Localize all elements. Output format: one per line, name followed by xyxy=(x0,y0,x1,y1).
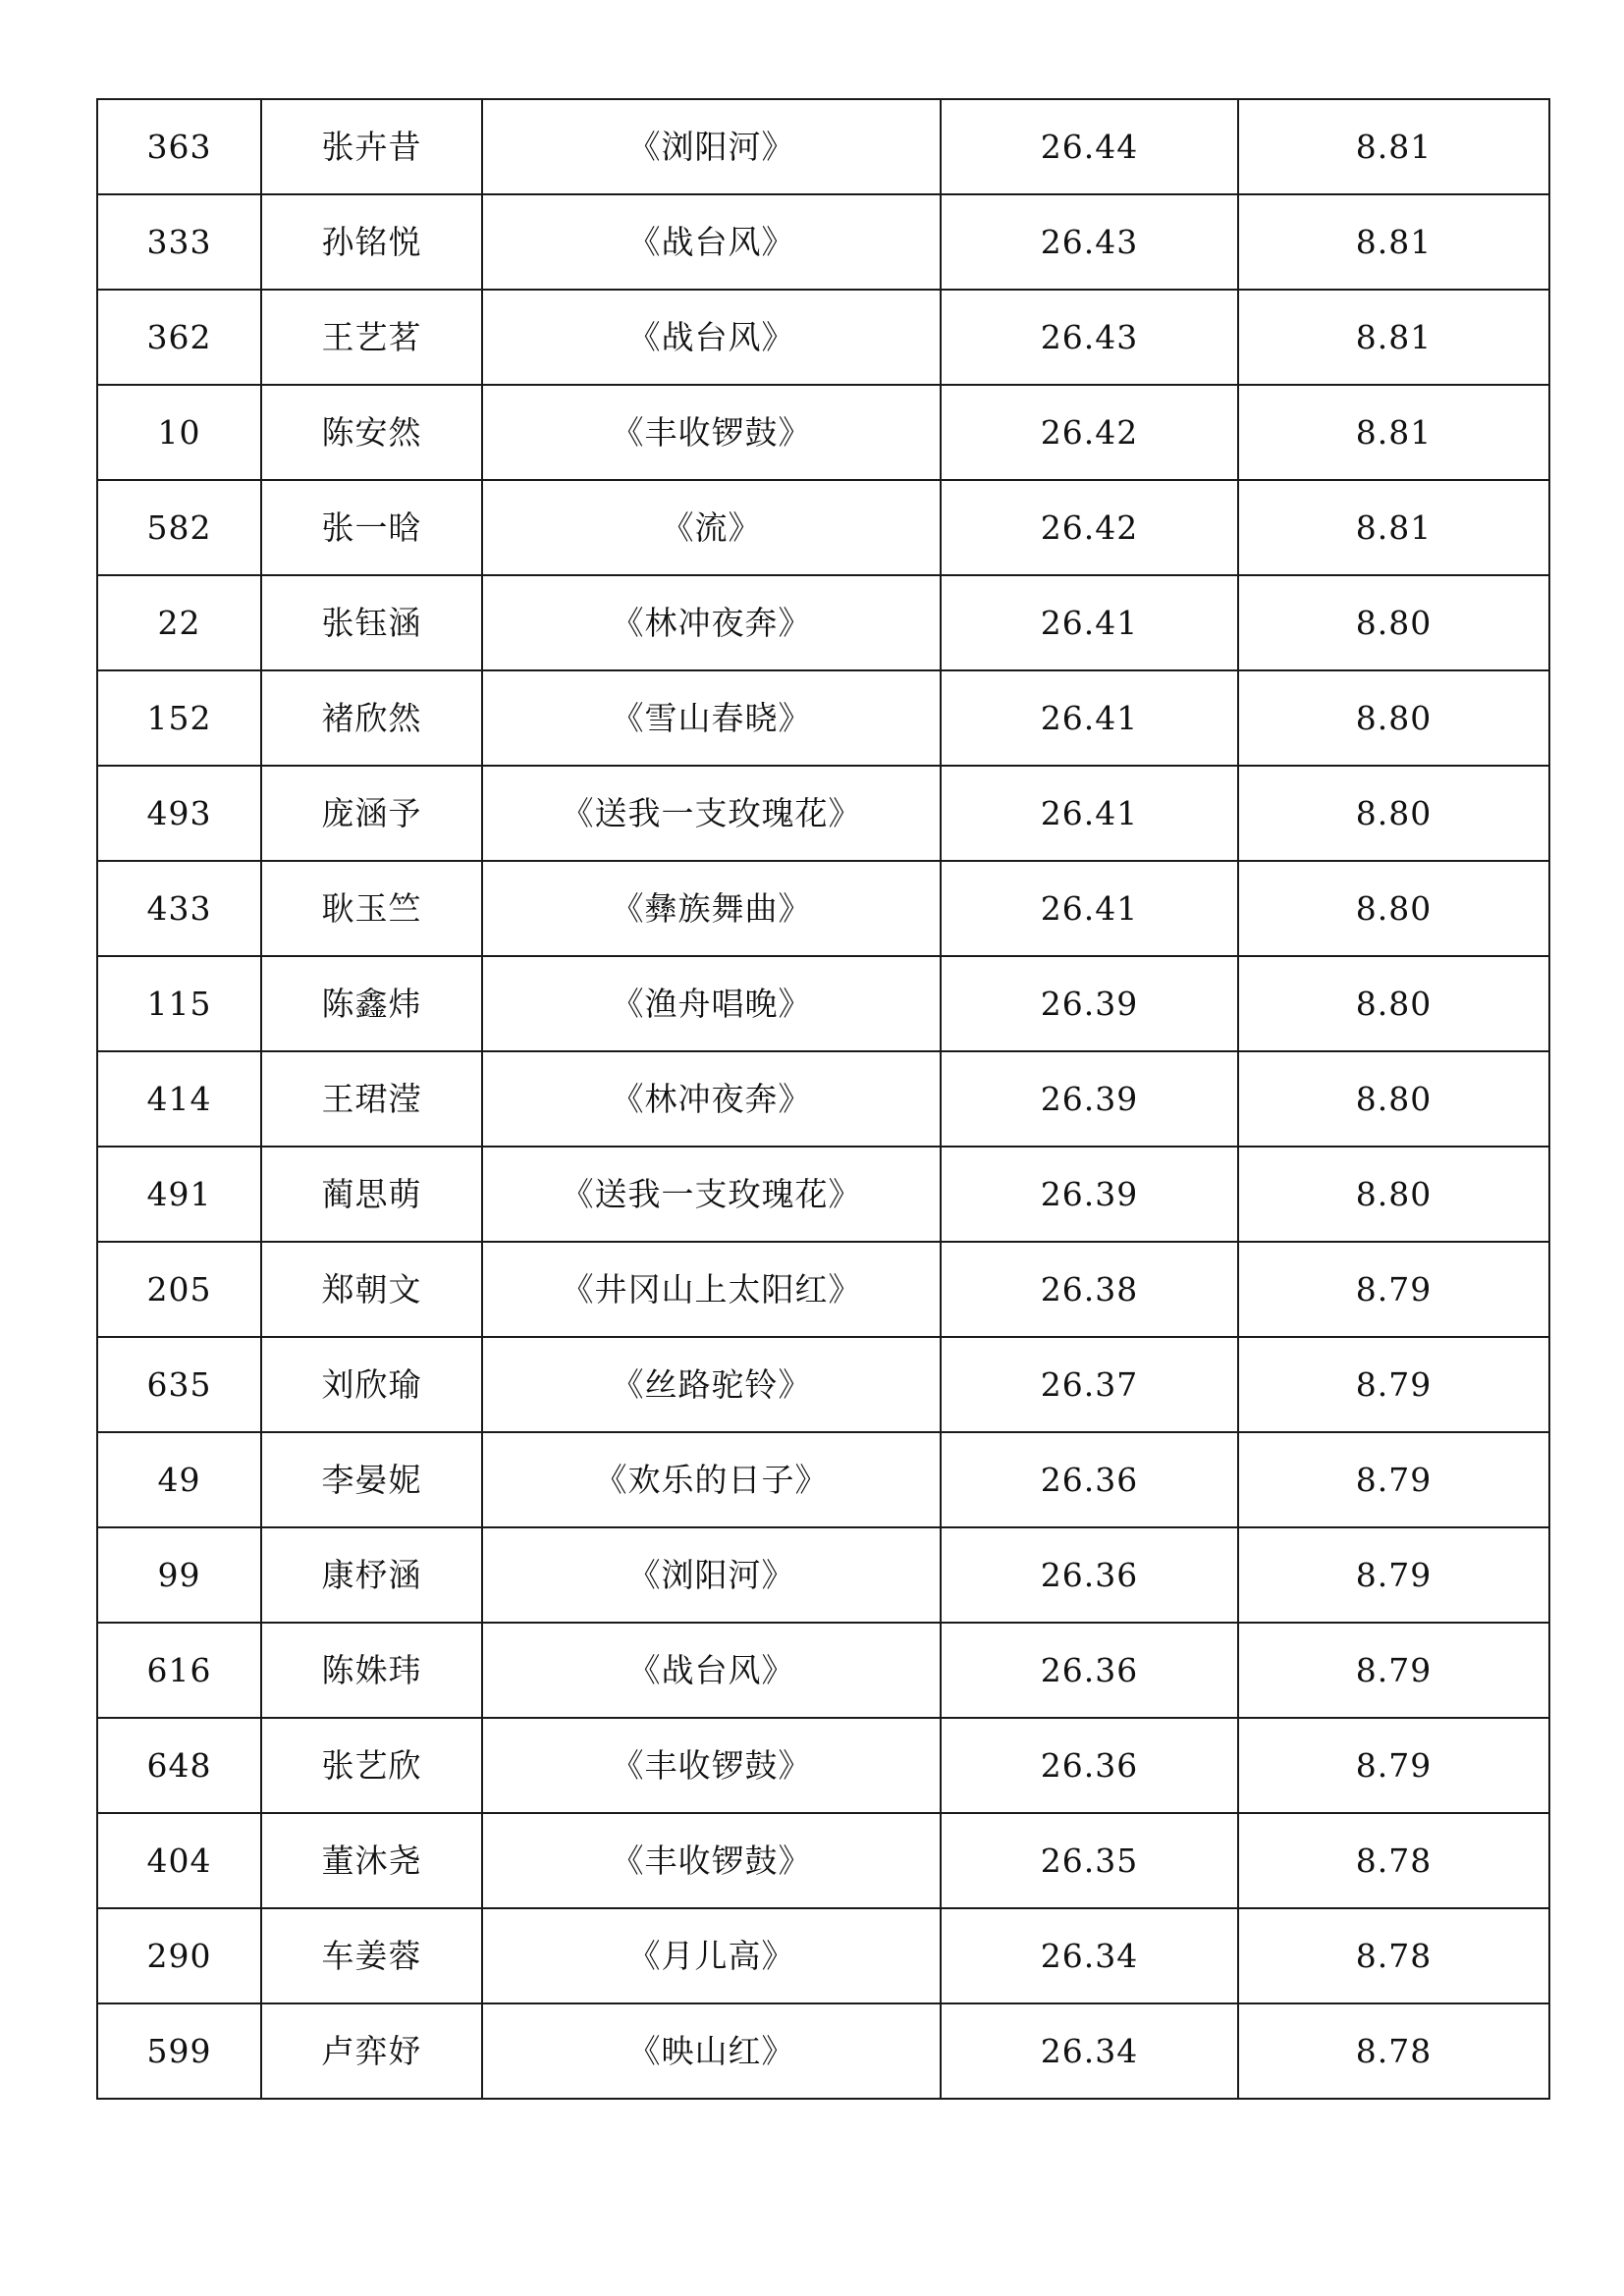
average-score-cell: 8.80 xyxy=(1238,861,1549,956)
table-row xyxy=(97,1242,1549,1337)
performer-name-cell: 陈姝玮 xyxy=(261,1623,482,1718)
average-score-cell: 8.80 xyxy=(1238,956,1549,1051)
average-score-cell: 8.81 xyxy=(1238,290,1549,385)
table-row xyxy=(97,2003,1549,2099)
performer-name-cell: 蔺思萌 xyxy=(261,1147,482,1242)
total-score-cell: 26.36 xyxy=(941,1718,1238,1813)
total-score-cell: 26.39 xyxy=(941,956,1238,1051)
piece-title-cell: 《映山红》 xyxy=(482,2003,941,2099)
piece-title-cell: 《战台风》 xyxy=(482,1623,941,1718)
total-score-cell: 26.42 xyxy=(941,385,1238,480)
table-row xyxy=(97,290,1549,385)
total-score-cell: 26.42 xyxy=(941,480,1238,575)
performer-name-cell: 卢弈妤 xyxy=(261,2003,482,2099)
performer-name-cell: 董沐尧 xyxy=(261,1813,482,1908)
average-score-cell: 8.80 xyxy=(1238,1051,1549,1147)
average-score-cell: 8.79 xyxy=(1238,1527,1549,1623)
entry-number-cell: 404 xyxy=(97,1813,261,1908)
piece-title-cell: 《战台风》 xyxy=(482,194,941,290)
piece-title-cell: 《林冲夜奔》 xyxy=(482,1051,941,1147)
performer-name-cell: 刘欣瑜 xyxy=(261,1337,482,1432)
average-score-cell: 8.79 xyxy=(1238,1623,1549,1718)
average-score-cell: 8.80 xyxy=(1238,1147,1549,1242)
results-table-body xyxy=(97,99,1549,2099)
table-row xyxy=(97,956,1549,1051)
table-row xyxy=(97,861,1549,956)
total-score-cell: 26.36 xyxy=(941,1623,1238,1718)
performer-name-cell: 庞涵予 xyxy=(261,766,482,861)
piece-title-cell: 《渔舟唱晚》 xyxy=(482,956,941,1051)
performer-name-cell: 张卉昔 xyxy=(261,99,482,194)
total-score-cell: 26.44 xyxy=(941,99,1238,194)
average-score-cell: 8.81 xyxy=(1238,99,1549,194)
total-score-cell: 26.41 xyxy=(941,670,1238,766)
piece-title-cell: 《丰收锣鼓》 xyxy=(482,1813,941,1908)
piece-title-cell: 《井冈山上太阳红》 xyxy=(482,1242,941,1337)
piece-title-cell: 《月儿高》 xyxy=(482,1908,941,2003)
table-row xyxy=(97,1718,1549,1813)
entry-number-cell: 616 xyxy=(97,1623,261,1718)
entry-number-cell: 10 xyxy=(97,385,261,480)
total-score-cell: 26.39 xyxy=(941,1051,1238,1147)
performer-name-cell: 李晏妮 xyxy=(261,1432,482,1527)
table-row xyxy=(97,1623,1549,1718)
entry-number-cell: 115 xyxy=(97,956,261,1051)
table-row xyxy=(97,385,1549,480)
performer-name-cell: 王艺茗 xyxy=(261,290,482,385)
entry-number-cell: 363 xyxy=(97,99,261,194)
piece-title-cell: 《浏阳河》 xyxy=(482,99,941,194)
average-score-cell: 8.81 xyxy=(1238,480,1549,575)
entry-number-cell: 635 xyxy=(97,1337,261,1432)
piece-title-cell: 《战台风》 xyxy=(482,290,941,385)
average-score-cell: 8.81 xyxy=(1238,385,1549,480)
piece-title-cell: 《送我一支玫瑰花》 xyxy=(482,766,941,861)
results-sheet xyxy=(96,98,1548,2100)
performer-name-cell: 陈安然 xyxy=(261,385,482,480)
table-row xyxy=(97,1813,1549,1908)
table-row xyxy=(97,766,1549,861)
average-score-cell: 8.80 xyxy=(1238,575,1549,670)
average-score-cell: 8.79 xyxy=(1238,1432,1549,1527)
entry-number-cell: 49 xyxy=(97,1432,261,1527)
total-score-cell: 26.43 xyxy=(941,290,1238,385)
entry-number-cell: 582 xyxy=(97,480,261,575)
table-row xyxy=(97,480,1549,575)
piece-title-cell: 《丝路驼铃》 xyxy=(482,1337,941,1432)
entry-number-cell: 414 xyxy=(97,1051,261,1147)
performer-name-cell: 张艺欣 xyxy=(261,1718,482,1813)
table-row xyxy=(97,1432,1549,1527)
performer-name-cell: 张一晗 xyxy=(261,480,482,575)
table-row xyxy=(97,1147,1549,1242)
table-row xyxy=(97,575,1549,670)
table-row xyxy=(97,1908,1549,2003)
average-score-cell: 8.81 xyxy=(1238,194,1549,290)
piece-title-cell: 《彝族舞曲》 xyxy=(482,861,941,956)
entry-number-cell: 22 xyxy=(97,575,261,670)
entry-number-cell: 433 xyxy=(97,861,261,956)
average-score-cell: 8.80 xyxy=(1238,670,1549,766)
entry-number-cell: 599 xyxy=(97,2003,261,2099)
total-score-cell: 26.36 xyxy=(941,1527,1238,1623)
piece-title-cell: 《送我一支玫瑰花》 xyxy=(482,1147,941,1242)
average-score-cell: 8.79 xyxy=(1238,1718,1549,1813)
average-score-cell: 8.79 xyxy=(1238,1337,1549,1432)
total-score-cell: 26.34 xyxy=(941,1908,1238,2003)
average-score-cell: 8.79 xyxy=(1238,1242,1549,1337)
average-score-cell: 8.80 xyxy=(1238,766,1549,861)
results-table xyxy=(96,98,1550,2100)
entry-number-cell: 205 xyxy=(97,1242,261,1337)
table-row xyxy=(97,1337,1549,1432)
performer-name-cell: 陈鑫炜 xyxy=(261,956,482,1051)
performer-name-cell: 康杼涵 xyxy=(261,1527,482,1623)
piece-title-cell: 《丰收锣鼓》 xyxy=(482,385,941,480)
average-score-cell: 8.78 xyxy=(1238,1908,1549,2003)
performer-name-cell: 王珺滢 xyxy=(261,1051,482,1147)
entry-number-cell: 99 xyxy=(97,1527,261,1623)
table-row xyxy=(97,670,1549,766)
performer-name-cell: 郑朝文 xyxy=(261,1242,482,1337)
entry-number-cell: 648 xyxy=(97,1718,261,1813)
table-row xyxy=(97,1051,1549,1147)
table-row xyxy=(97,194,1549,290)
entry-number-cell: 333 xyxy=(97,194,261,290)
total-score-cell: 26.43 xyxy=(941,194,1238,290)
performer-name-cell: 孙铭悦 xyxy=(261,194,482,290)
average-score-cell: 8.78 xyxy=(1238,2003,1549,2099)
total-score-cell: 26.39 xyxy=(941,1147,1238,1242)
total-score-cell: 26.36 xyxy=(941,1432,1238,1527)
total-score-cell: 26.41 xyxy=(941,575,1238,670)
piece-title-cell: 《浏阳河》 xyxy=(482,1527,941,1623)
performer-name-cell: 车姜蓉 xyxy=(261,1908,482,2003)
total-score-cell: 26.38 xyxy=(941,1242,1238,1337)
total-score-cell: 26.35 xyxy=(941,1813,1238,1908)
table-row xyxy=(97,99,1549,194)
performer-name-cell: 褚欣然 xyxy=(261,670,482,766)
total-score-cell: 26.41 xyxy=(941,861,1238,956)
performer-name-cell: 耿玉竺 xyxy=(261,861,482,956)
piece-title-cell: 《丰收锣鼓》 xyxy=(482,1718,941,1813)
total-score-cell: 26.34 xyxy=(941,2003,1238,2099)
entry-number-cell: 290 xyxy=(97,1908,261,2003)
piece-title-cell: 《雪山春晓》 xyxy=(482,670,941,766)
table-row xyxy=(97,1527,1549,1623)
piece-title-cell: 《欢乐的日子》 xyxy=(482,1432,941,1527)
performer-name-cell: 张钰涵 xyxy=(261,575,482,670)
piece-title-cell: 《流》 xyxy=(482,480,941,575)
average-score-cell: 8.78 xyxy=(1238,1813,1549,1908)
total-score-cell: 26.37 xyxy=(941,1337,1238,1432)
total-score-cell: 26.41 xyxy=(941,766,1238,861)
entry-number-cell: 152 xyxy=(97,670,261,766)
piece-title-cell: 《林冲夜奔》 xyxy=(482,575,941,670)
entry-number-cell: 493 xyxy=(97,766,261,861)
entry-number-cell: 491 xyxy=(97,1147,261,1242)
entry-number-cell: 362 xyxy=(97,290,261,385)
